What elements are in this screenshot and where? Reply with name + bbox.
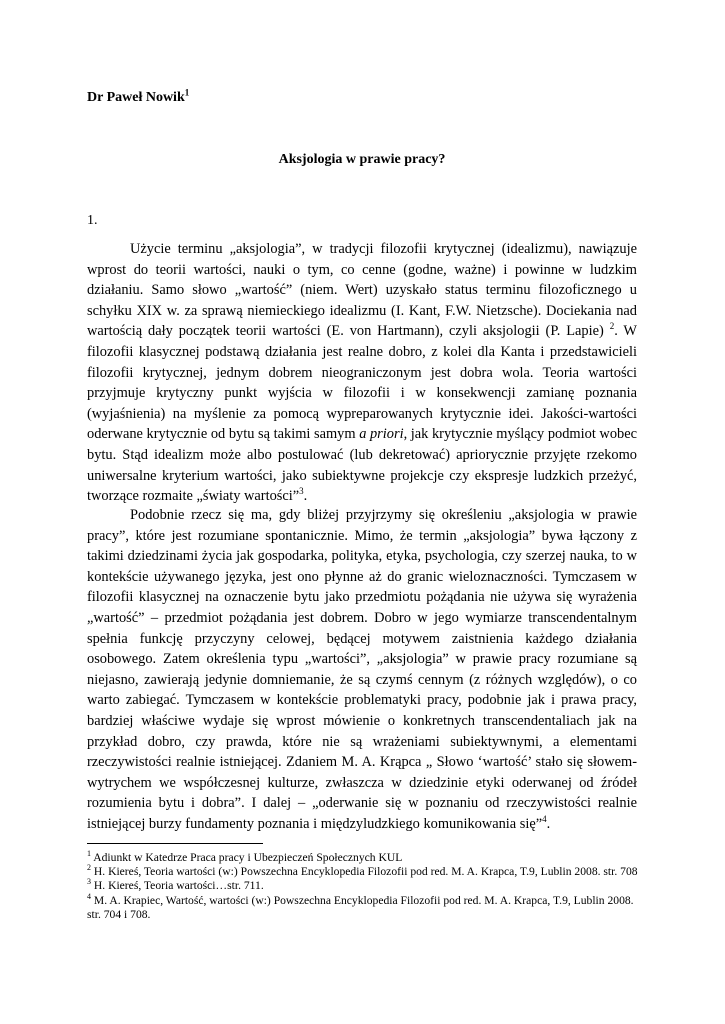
footnote-3-number: 3 [87,877,91,887]
footnote-ref-4: 4 [542,814,547,825]
section-number: 1. [87,213,98,228]
author-name: Dr Paweł Nowik [87,90,185,105]
footnote-separator [87,843,263,844]
paragraph-1-text-d: . [303,488,308,505]
paragraph-2-text-b: . [546,815,551,832]
footnote-3-text: H. Kiereś, Teoria wartości…str. 711. [91,879,264,893]
footnote-1 [87,851,647,865]
author-footnote-ref: 1 [184,87,190,98]
document-title: Aksjologia w prawie pracy? [278,152,446,167]
paragraph-1-text-b: . W filozofii klasycznej podstawą działania jest realne dobro, z kolei dla Kanta i przedstawicieli filozofii krytycznej, jednym dobrem nieograniczonym jest dobra wola. Teoria wartości przyjmuje krytyczny punkt wyjścia w filozofii i w konsekwencji zamianę poznania (wyjaśnienia) na myślenie za pomocą wypreparowanych krytycznie idei. Jakości-wartości oderwane krytycznie od bytu są takimi samym [87,323,638,443]
footnote-3 [87,879,647,893]
footnotes [87,851,647,922]
footnote-2-text: H. Kiereś, Teoria wartości (w:) Powszechna Encyklopedia Filozofii pod red. M. A. Krapca, T.9, Lublin 2008. str. 708 [91,865,638,879]
paragraph-1-italic: a priori [359,426,404,443]
footnote-ref-3: 3 [299,486,304,497]
footnote-ref-2: 2 [609,321,615,332]
paragraph-2-text-a: Podobnie rzecz się ma, gdy bliżej przyjrzymy się określeniu „aksjologia w prawie pracy”, które jest rozumiane spontanicznie. Mimo, że termin „aksjologia” bywa łączony z takimi dziedzinami życia jak gospodarka, polityka, etyka, psychologia, czy szerzej nauka, to w kontekście używanego języka, jest ono płynne aż do granic wieloznaczności. Tymczasem w filozofii klasycznej na oznaczenie bytu jako przedmiotu pożądania nie używa się wyrażenia „wartość” – przedmiot pożądania jest dobrem. Dobro w jego wymiarze transcendentalnym spełnia funkcję przyczyny celowej, będącej motywem zaistnienia każdego działania osobowego. Zatem określenia typu „wartości”, „aksjologia” w prawie pracy rozumiane są niejasno, zawierają jedynie domniemanie, że są czymś cennym (z różnych względów), o co warto zabiegać. Tymczasem w kontekście problematyki pracy, podobnie jak i prawa pracy, bardziej właściwe wydaje się wprost mówienie o konkretnych transcendentaliach jak na przykład dobro, czy prawda, które nie są wrażeniami subiektywnymi, a elementami rzeczywistości realnie istniejącej. Zdaniem M. A. Krąpca „ Słowo ‘wartość’ stało się słowem-wytrychem we współczesnej kulturze, zwłaszcza w dziedzinie etyki oderwanej od źródeł rozumienia bytu i dobra”. I dalej – „oderwanie się w poznaniu od rzeczywistości realnie istniejącej burzy fundamenty poznania i międzyludzkiego komunikowania się” [87,507,637,832]
footnote-4-text: M. A. Krapiec, Wartość, wartości (w:) Powszechna Encyklopedia Filozofii pod red. M. A. Krapca, T.9, Lublin 2008. str. 704 i 708. [87,893,634,921]
paragraph-1-text-c: , jak krytycznie myślący podmiot wobec bytu. Stąd idealizm może albo postulować (lub dekretować) apriorycznie przyjęte rzekomo uniwersalne kryterium wartości, jako subiektywne projekcje czy ekspresje ludzkich przeżyć, tworzące rozmaite „światy wartości” [87,426,637,505]
footnote-2 [87,865,647,879]
footnote-1-text: Adiunkt w Katedrze Praca pracy i Ubezpieczeń Społecznych KUL [91,851,403,864]
paragraph-2 [87,505,637,835]
footnote-4-number: 4 [87,891,91,901]
footnote-2-number: 2 [87,863,91,873]
author-line [87,89,189,107]
paragraph-1 [87,239,637,507]
paragraph-1-text-a: Użycie terminu „aksjologia”, w tradycji filozofii krytycznej (idealizmu), nawiązuje wprost do teorii wartości, nauki o tym, co cenne (godne, ważne) i powinne w ludzkim działaniu. Samo słowo „wartość” (niem. Wert) uzyskało status terminu filozoficznego u schyłku XIX w. za sprawą niemieckiego idealizmu (I. Kant, F.W. Nietzsche). Dociekania nad wartością dały początek teorii wartości (E. von Hartmann), czyli aksjologii (P. Lapie) [87,241,637,340]
footnote-1-number: 1 [87,849,91,859]
footnote-4 [87,891,647,922]
